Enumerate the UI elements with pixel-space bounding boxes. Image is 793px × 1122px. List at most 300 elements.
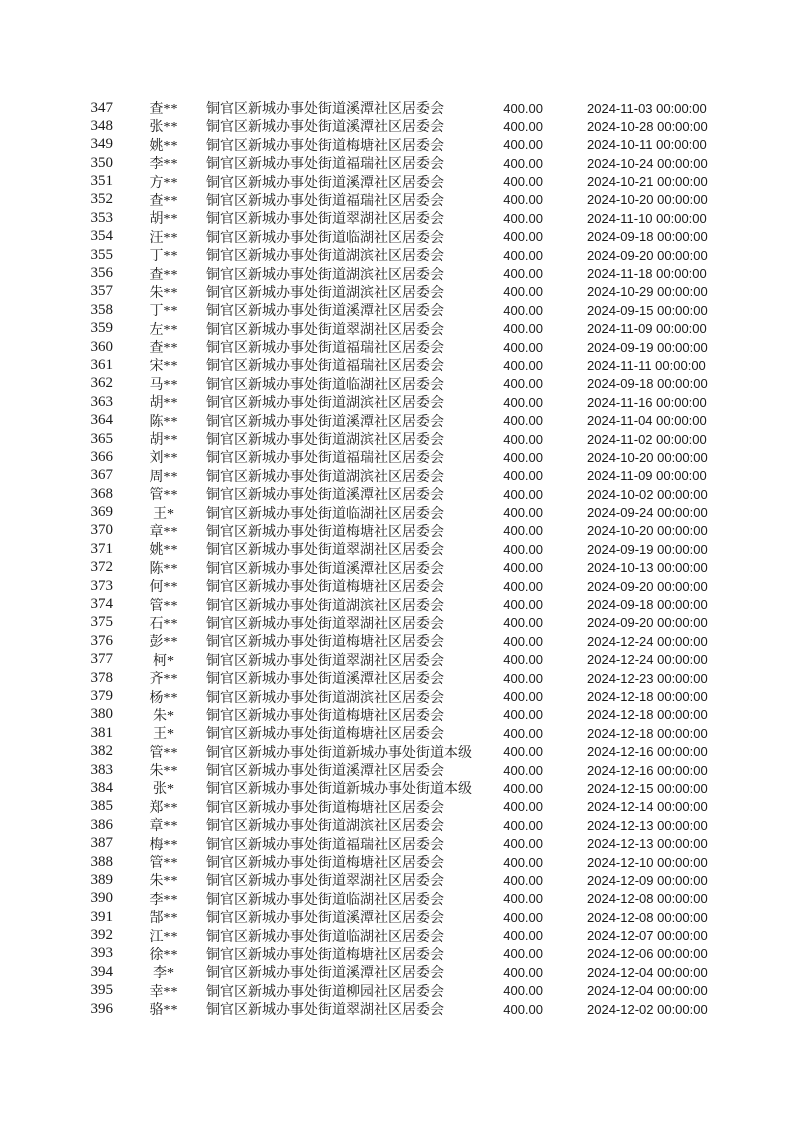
row-organization: 铜官区新城办事处街道梅塘社区居委会 (206, 138, 444, 154)
row-organization: 铜官区新城办事处街道临湖社区居委会 (206, 892, 444, 908)
row-amount: 400.00 (503, 578, 543, 594)
row-seq-number: 382 (90, 743, 113, 760)
row-date: 2024-10-13 00:00:00 (587, 560, 708, 576)
row-seq-number: 355 (90, 246, 113, 263)
row-date: 2024-12-04 00:00:00 (587, 983, 708, 999)
row-organization: 铜官区新城办事处街道溪潭社区居委会 (206, 304, 444, 320)
row-seq-number: 391 (90, 908, 113, 925)
row-date: 2024-10-02 00:00:00 (587, 486, 708, 502)
row-person-name: 胡** (149, 212, 178, 228)
row-person-name: 王* (153, 506, 174, 522)
table-row (0, 870, 793, 888)
row-organization: 铜官区新城办事处街道梅塘社区居委会 (206, 727, 444, 743)
row-person-name: 章** (149, 524, 178, 540)
row-amount: 400.00 (503, 597, 543, 613)
row-amount: 400.00 (503, 302, 543, 318)
row-organization: 铜官区新城办事处街道梅塘社区居委会 (206, 635, 444, 651)
row-seq-number: 358 (90, 301, 113, 318)
row-date: 2024-12-08 00:00:00 (587, 909, 708, 925)
row-seq-number: 395 (90, 982, 113, 999)
table-row (0, 98, 793, 116)
row-seq-number: 364 (90, 412, 113, 429)
row-organization: 铜官区新城办事处街道翠湖社区居委会 (206, 653, 444, 669)
row-amount: 400.00 (503, 100, 543, 116)
table-row (0, 411, 793, 429)
row-date: 2024-09-19 00:00:00 (587, 339, 708, 355)
table-row (0, 227, 793, 245)
row-organization: 铜官区新城办事处街道福瑞社区居委会 (206, 451, 444, 467)
row-amount: 400.00 (503, 376, 543, 392)
row-date: 2024-09-20 00:00:00 (587, 578, 708, 594)
row-date: 2024-12-18 00:00:00 (587, 689, 708, 704)
row-person-name: 李** (149, 892, 178, 908)
row-organization: 铜官区新城办事处街道梅塘社区居委会 (206, 524, 444, 540)
row-date: 2024-09-20 00:00:00 (587, 247, 708, 263)
row-date: 2024-12-16 00:00:00 (587, 744, 708, 760)
row-person-name: 管** (149, 856, 178, 872)
row-seq-number: 365 (90, 430, 113, 447)
row-organization: 铜官区新城办事处街道翠湖社区居委会 (206, 616, 444, 632)
table-row (0, 153, 793, 171)
row-seq-number: 373 (90, 577, 113, 594)
records-table (0, 98, 793, 1018)
row-amount: 400.00 (503, 339, 543, 355)
row-organization: 铜官区新城办事处街道溪潭社区居委会 (206, 561, 444, 577)
table-row (0, 687, 793, 705)
row-organization: 铜官区新城办事处街道翠湖社区居委会 (206, 322, 444, 338)
row-organization: 铜官区新城办事处街道梅塘社区居委会 (206, 800, 444, 816)
row-amount: 400.00 (503, 762, 543, 778)
table-row (0, 613, 793, 631)
row-date: 2024-12-18 00:00:00 (587, 725, 708, 741)
table-row (0, 907, 793, 925)
row-date: 2024-09-24 00:00:00 (587, 505, 708, 521)
table-row (0, 944, 793, 962)
row-amount: 400.00 (503, 891, 543, 907)
row-amount: 400.00 (503, 836, 543, 852)
row-amount: 400.00 (503, 137, 543, 153)
row-organization: 铜官区新城办事处街道翠湖社区居委会 (206, 212, 444, 228)
row-amount: 400.00 (503, 964, 543, 980)
table-row (0, 999, 793, 1017)
row-amount: 400.00 (503, 541, 543, 557)
row-date: 2024-12-18 00:00:00 (587, 707, 708, 723)
row-seq-number: 392 (90, 927, 113, 944)
table-row (0, 466, 793, 484)
row-organization: 铜官区新城办事处街道湖滨社区居委会 (206, 819, 444, 835)
row-person-name: 朱* (153, 708, 174, 724)
row-amount: 400.00 (503, 928, 543, 944)
row-amount: 400.00 (503, 174, 543, 190)
row-date: 2024-11-11 00:00:00 (587, 357, 706, 373)
table-row (0, 723, 793, 741)
row-organization: 铜官区新城办事处街道柳园社区居委会 (206, 984, 444, 1000)
row-date: 2024-11-10 00:00:00 (587, 210, 707, 226)
row-amount: 400.00 (503, 817, 543, 833)
row-seq-number: 349 (90, 136, 113, 153)
row-seq-number: 378 (90, 669, 113, 686)
row-person-name: 李** (149, 157, 178, 173)
row-organization: 铜官区新城办事处街道临湖社区居委会 (206, 377, 444, 393)
row-amount: 400.00 (503, 486, 543, 502)
row-organization: 铜官区新城办事处街道溪潭社区居委会 (206, 120, 444, 136)
row-date: 2024-12-10 00:00:00 (587, 854, 708, 870)
table-row (0, 705, 793, 723)
row-date: 2024-09-18 00:00:00 (587, 376, 708, 392)
row-person-name: 杨** (149, 690, 178, 706)
row-amount: 400.00 (503, 560, 543, 576)
row-organization: 铜官区新城办事处街道翠湖社区居委会 (206, 1003, 444, 1019)
row-amount: 400.00 (503, 192, 543, 208)
row-organization: 铜官区新城办事处街道临湖社区居委会 (206, 230, 444, 246)
row-amount: 400.00 (503, 780, 543, 796)
row-amount: 400.00 (503, 946, 543, 962)
row-amount: 400.00 (503, 431, 543, 447)
row-organization: 铜官区新城办事处街道溪潭社区居委会 (206, 764, 444, 780)
row-date: 2024-09-20 00:00:00 (587, 615, 708, 631)
row-person-name: 马** (149, 377, 178, 393)
row-person-name: 章** (149, 819, 178, 835)
row-seq-number: 347 (90, 99, 113, 116)
row-seq-number: 389 (90, 871, 113, 888)
row-date: 2024-12-23 00:00:00 (587, 670, 708, 686)
row-person-name: 张** (149, 120, 178, 136)
table-row (0, 650, 793, 668)
table-row (0, 116, 793, 134)
row-organization: 铜官区新城办事处街道湖滨社区居委会 (206, 433, 444, 449)
table-row (0, 355, 793, 373)
table-row (0, 558, 793, 576)
row-date: 2024-11-03 00:00:00 (587, 100, 707, 116)
row-seq-number: 388 (90, 853, 113, 870)
table-row (0, 889, 793, 907)
row-date: 2024-09-15 00:00:00 (587, 302, 708, 318)
row-seq-number: 363 (90, 393, 113, 410)
table-row (0, 135, 793, 153)
row-seq-number: 361 (90, 356, 113, 373)
row-date: 2024-12-24 00:00:00 (587, 633, 708, 649)
row-organization: 铜官区新城办事处街道梅塘社区居委会 (206, 856, 444, 872)
row-date: 2024-09-18 00:00:00 (587, 229, 708, 245)
table-row (0, 337, 793, 355)
row-organization: 铜官区新城办事处街道溪潭社区居委会 (206, 488, 444, 504)
table-row (0, 760, 793, 778)
row-person-name: 张* (153, 782, 174, 798)
row-person-name: 骆** (149, 1003, 178, 1019)
row-amount: 400.00 (503, 707, 543, 723)
row-organization: 铜官区新城办事处街道福瑞社区居委会 (206, 341, 444, 357)
row-seq-number: 350 (90, 154, 113, 171)
row-seq-number: 374 (90, 596, 113, 613)
row-date: 2024-12-24 00:00:00 (587, 652, 708, 668)
row-seq-number: 367 (90, 467, 113, 484)
row-person-name: 幸** (149, 984, 178, 1000)
row-amount: 400.00 (503, 670, 543, 686)
row-seq-number: 386 (90, 816, 113, 833)
table-row (0, 778, 793, 796)
row-organization: 铜官区新城办事处街道福瑞社区居委会 (206, 837, 444, 853)
row-date: 2024-11-18 00:00:00 (587, 266, 707, 282)
row-organization: 铜官区新城办事处街道临湖社区居委会 (206, 929, 444, 945)
row-person-name: 方** (149, 175, 178, 191)
row-seq-number: 372 (90, 559, 113, 576)
row-organization: 铜官区新城办事处街道梅塘社区居委会 (206, 580, 444, 596)
row-person-name: 姚** (149, 543, 178, 559)
row-amount: 400.00 (503, 1001, 543, 1017)
row-person-name: 徐** (149, 947, 178, 963)
row-amount: 400.00 (503, 799, 543, 815)
row-seq-number: 351 (90, 173, 113, 190)
row-date: 2024-12-07 00:00:00 (587, 928, 708, 944)
row-person-name: 胡** (149, 396, 178, 412)
table-row (0, 539, 793, 557)
row-seq-number: 371 (90, 540, 113, 557)
table-row (0, 521, 793, 539)
table-row (0, 815, 793, 833)
row-date: 2024-12-09 00:00:00 (587, 872, 708, 888)
row-amount: 400.00 (503, 468, 543, 484)
row-amount: 400.00 (503, 725, 543, 741)
row-organization: 铜官区新城办事处街道福瑞社区居委会 (206, 157, 444, 173)
row-organization: 铜官区新城办事处街道临湖社区居委会 (206, 506, 444, 522)
row-organization: 铜官区新城办事处街道福瑞社区居委会 (206, 193, 444, 209)
table-row (0, 926, 793, 944)
row-seq-number: 353 (90, 209, 113, 226)
table-row (0, 503, 793, 521)
row-seq-number: 379 (90, 688, 113, 704)
row-amount: 400.00 (503, 505, 543, 521)
row-date: 2024-09-19 00:00:00 (587, 541, 708, 557)
row-date: 2024-10-20 00:00:00 (587, 449, 708, 465)
row-seq-number: 352 (90, 191, 113, 208)
table-row (0, 429, 793, 447)
row-date: 2024-12-08 00:00:00 (587, 891, 708, 907)
row-date: 2024-12-16 00:00:00 (587, 762, 708, 778)
row-organization: 铜官区新城办事处街道新城办事处街道本级 (206, 745, 472, 761)
row-date: 2024-12-02 00:00:00 (587, 1001, 708, 1017)
row-organization: 铜官区新城办事处街道梅塘社区居委会 (206, 708, 444, 724)
row-organization: 铜官区新城办事处街道湖滨社区居委会 (206, 598, 444, 614)
row-person-name: 朱** (149, 874, 178, 890)
row-seq-number: 366 (90, 448, 113, 465)
row-date: 2024-12-14 00:00:00 (587, 799, 708, 815)
row-amount: 400.00 (503, 394, 543, 410)
row-person-name: 管** (149, 598, 178, 614)
row-organization: 铜官区新城办事处街道湖滨社区居委会 (206, 469, 444, 485)
row-date: 2024-12-13 00:00:00 (587, 836, 708, 852)
row-person-name: 王* (153, 727, 174, 743)
table-row (0, 245, 793, 263)
row-person-name: 左** (149, 322, 178, 338)
row-seq-number: 362 (90, 375, 113, 392)
row-person-name: 柯* (153, 653, 174, 669)
row-amount: 400.00 (503, 744, 543, 760)
row-person-name: 周** (149, 469, 178, 485)
row-person-name: 江** (149, 929, 178, 945)
row-organization: 铜官区新城办事处街道溪潭社区居委会 (206, 911, 444, 927)
table-row (0, 668, 793, 686)
row-seq-number: 387 (90, 835, 113, 852)
row-amount: 400.00 (503, 321, 543, 337)
row-seq-number: 383 (90, 761, 113, 778)
table-row (0, 447, 793, 465)
row-organization: 铜官区新城办事处街道湖滨社区居委会 (206, 396, 444, 412)
row-person-name: 何** (149, 580, 178, 596)
row-amount: 400.00 (503, 449, 543, 465)
row-person-name: 查** (149, 341, 178, 357)
table-row (0, 834, 793, 852)
row-seq-number: 357 (90, 283, 113, 300)
row-person-name: 齐** (149, 672, 178, 688)
row-date: 2024-10-24 00:00:00 (587, 155, 708, 171)
row-person-name: 宋** (149, 359, 178, 375)
row-amount: 400.00 (503, 357, 543, 373)
row-organization: 铜官区新城办事处街道湖滨社区居委会 (206, 690, 444, 706)
row-seq-number: 376 (90, 632, 113, 649)
row-date: 2024-11-02 00:00:00 (587, 431, 707, 447)
row-seq-number: 393 (90, 945, 113, 962)
table-row (0, 392, 793, 410)
table-row (0, 282, 793, 300)
table-row (0, 172, 793, 190)
row-person-name: 梅** (149, 837, 178, 853)
row-person-name: 查** (149, 193, 178, 209)
row-date: 2024-12-13 00:00:00 (587, 817, 708, 833)
row-person-name: 郑** (149, 800, 178, 816)
row-amount: 400.00 (503, 413, 543, 429)
row-date: 2024-11-04 00:00:00 (587, 413, 707, 429)
table-row (0, 208, 793, 226)
row-amount: 400.00 (503, 247, 543, 263)
row-date: 2024-11-09 00:00:00 (587, 468, 707, 484)
table-row (0, 374, 793, 392)
table-row (0, 797, 793, 815)
table-row (0, 631, 793, 649)
row-date: 2024-10-20 00:00:00 (587, 192, 708, 208)
table-row (0, 576, 793, 594)
row-amount: 400.00 (503, 155, 543, 171)
row-amount: 400.00 (503, 284, 543, 300)
row-person-name: 刘** (149, 451, 178, 467)
row-seq-number: 394 (90, 963, 113, 980)
row-seq-number: 368 (90, 485, 113, 502)
row-date: 2024-11-16 00:00:00 (587, 394, 707, 410)
row-person-name: 朱** (149, 285, 178, 301)
row-date: 2024-09-18 00:00:00 (587, 597, 708, 613)
row-seq-number: 384 (90, 779, 113, 796)
row-organization: 铜官区新城办事处街道溪潭社区居委会 (206, 175, 444, 191)
row-amount: 400.00 (503, 229, 543, 245)
row-person-name: 胡** (149, 433, 178, 449)
table-row (0, 981, 793, 999)
row-seq-number: 370 (90, 522, 113, 539)
row-person-name: 李* (153, 966, 174, 982)
row-person-name: 陈** (149, 561, 178, 577)
row-seq-number: 354 (90, 228, 113, 245)
row-organization: 铜官区新城办事处街道溪潭社区居委会 (206, 102, 444, 117)
row-amount: 400.00 (503, 615, 543, 631)
table-row (0, 190, 793, 208)
row-organization: 铜官区新城办事处街道新城办事处街道本级 (206, 782, 472, 798)
row-person-name: 郜** (149, 911, 178, 927)
row-organization: 铜官区新城办事处街道湖滨社区居委会 (206, 267, 444, 283)
row-amount: 400.00 (503, 854, 543, 870)
row-seq-number: 390 (90, 890, 113, 907)
row-person-name: 查** (149, 267, 178, 283)
row-organization: 铜官区新城办事处街道湖滨社区居委会 (206, 285, 444, 301)
table-row (0, 319, 793, 337)
row-date: 2024-10-29 00:00:00 (587, 284, 708, 300)
row-amount: 400.00 (503, 210, 543, 226)
row-date: 2024-11-09 00:00:00 (587, 321, 707, 337)
row-amount: 400.00 (503, 872, 543, 888)
row-person-name: 管** (149, 488, 178, 504)
row-date: 2024-10-21 00:00:00 (587, 174, 708, 190)
row-organization: 铜官区新城办事处街道溪潭社区居委会 (206, 966, 444, 982)
row-date: 2024-10-28 00:00:00 (587, 118, 708, 134)
row-seq-number: 381 (90, 724, 113, 741)
row-person-name: 彭** (149, 635, 178, 651)
row-organization: 铜官区新城办事处街道溪潭社区居委会 (206, 672, 444, 688)
row-person-name: 汪** (149, 230, 178, 246)
row-organization: 铜官区新城办事处街道翠湖社区居委会 (206, 874, 444, 890)
row-person-name: 朱** (149, 764, 178, 780)
row-amount: 400.00 (503, 983, 543, 999)
row-person-name: 丁** (149, 304, 178, 320)
row-amount: 400.00 (503, 689, 543, 704)
row-seq-number: 377 (90, 651, 113, 668)
table-row (0, 484, 793, 502)
row-amount: 400.00 (503, 652, 543, 668)
row-seq-number: 375 (90, 614, 113, 631)
row-seq-number: 359 (90, 320, 113, 337)
row-organization: 铜官区新城办事处街道梅塘社区居委会 (206, 947, 444, 963)
row-amount: 400.00 (503, 118, 543, 134)
row-person-name: 石** (149, 616, 178, 632)
table-row (0, 264, 793, 282)
row-person-name: 姚** (149, 138, 178, 154)
row-person-name: 管** (149, 745, 178, 761)
row-date: 2024-12-06 00:00:00 (587, 946, 708, 962)
row-date: 2024-12-04 00:00:00 (587, 964, 708, 980)
row-seq-number: 348 (90, 117, 113, 134)
row-person-name: 丁** (149, 249, 178, 265)
row-amount: 400.00 (503, 266, 543, 282)
table-row (0, 742, 793, 760)
row-seq-number: 396 (90, 1000, 113, 1017)
row-date: 2024-10-20 00:00:00 (587, 523, 708, 539)
row-seq-number: 369 (90, 504, 113, 521)
row-seq-number: 360 (90, 338, 113, 355)
row-organization: 铜官区新城办事处街道溪潭社区居委会 (206, 414, 444, 430)
table-row (0, 300, 793, 318)
row-seq-number: 356 (90, 265, 113, 282)
table-row (0, 962, 793, 980)
row-date: 2024-12-15 00:00:00 (587, 780, 708, 796)
row-seq-number: 380 (90, 706, 113, 723)
row-amount: 400.00 (503, 909, 543, 925)
row-organization: 铜官区新城办事处街道湖滨社区居委会 (206, 249, 444, 265)
row-date: 2024-10-11 00:00:00 (587, 137, 707, 153)
table-row (0, 852, 793, 870)
row-seq-number: 385 (90, 798, 113, 815)
row-organization: 铜官区新城办事处街道福瑞社区居委会 (206, 359, 444, 375)
row-amount: 400.00 (503, 523, 543, 539)
row-person-name: 查** (149, 102, 178, 117)
table-row (0, 595, 793, 613)
row-amount: 400.00 (503, 633, 543, 649)
row-organization: 铜官区新城办事处街道翠湖社区居委会 (206, 543, 444, 559)
